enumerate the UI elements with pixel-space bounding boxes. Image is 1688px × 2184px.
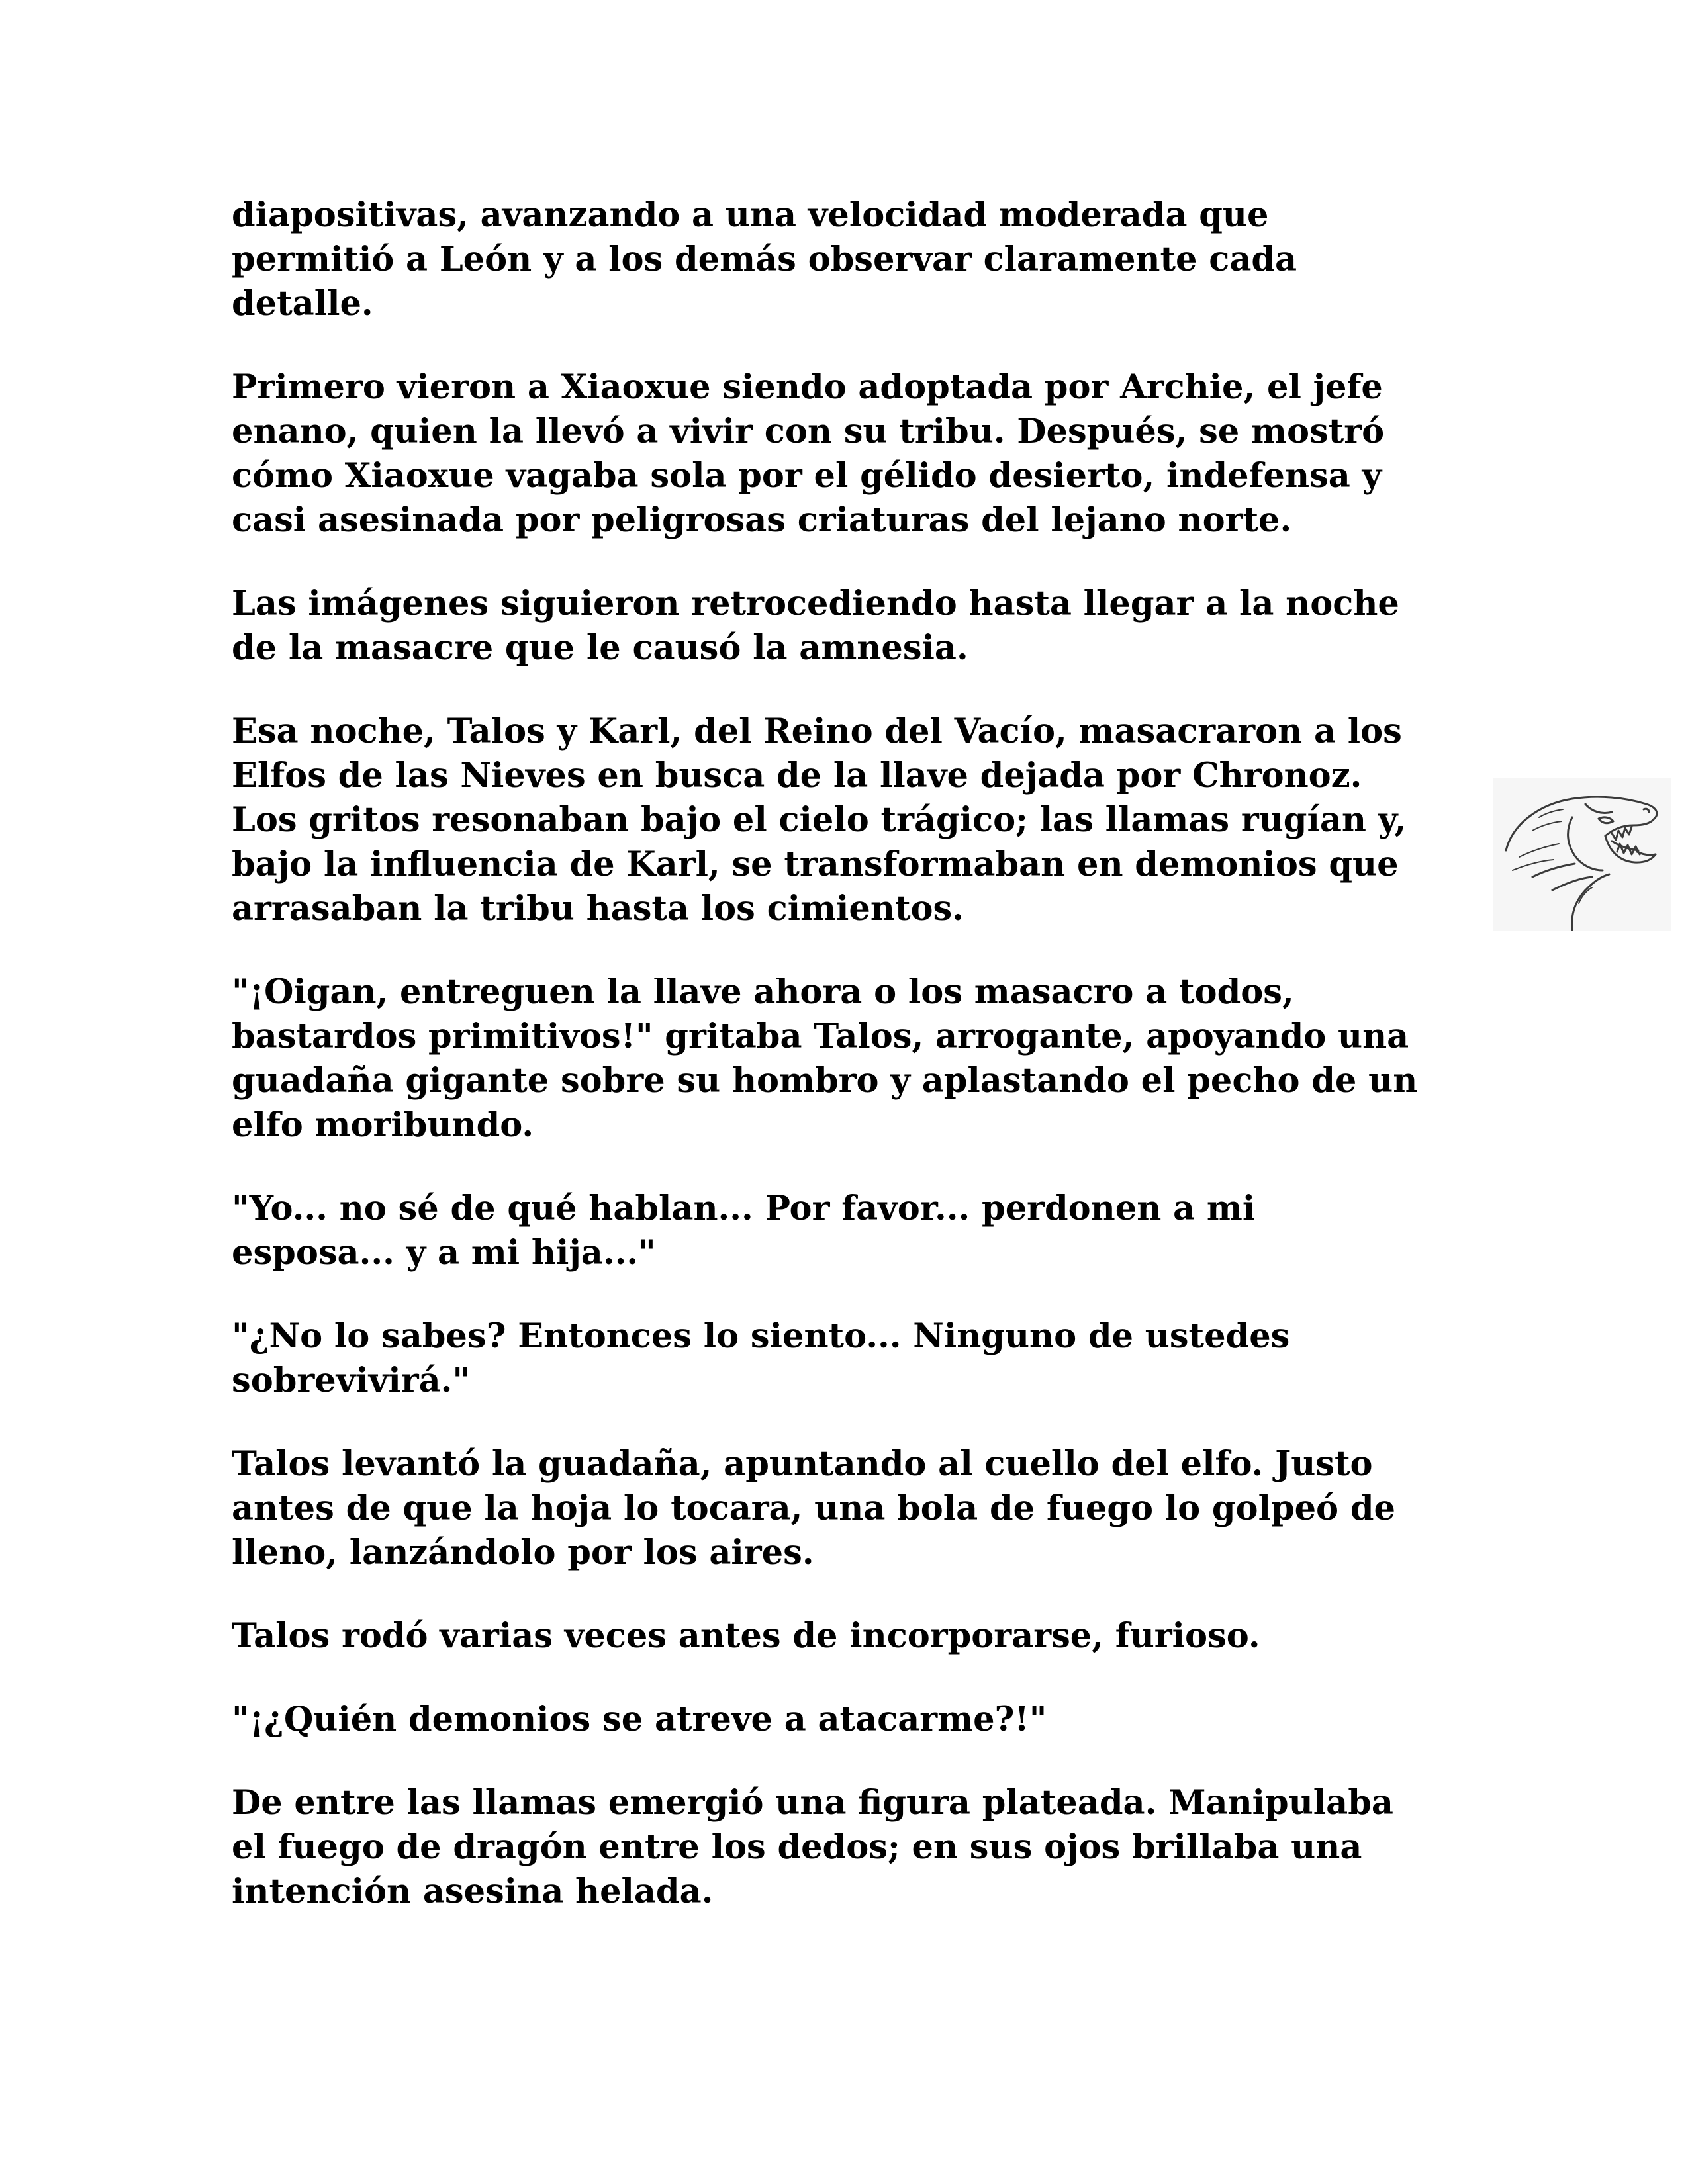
text-line: enano, quien la llevó a vivir con su tribu. Después, se mostró <box>232 412 1385 451</box>
text-line: el fuego de dragón entre los dedos; en sus ojos brillaba una <box>232 1827 1362 1867</box>
paragraph <box>232 1781 1523 1914</box>
text-line: casi asesinada por peligrosas criaturas del lejano norte. <box>232 500 1292 540</box>
text-line: "Yo... no sé de qué hablan... Por favor... perdonen a mi <box>232 1189 1256 1228</box>
paragraph <box>232 582 1523 670</box>
text-line: diapositivas, avanzando a una velocidad moderada que <box>232 195 1269 235</box>
text-line: guadaña gigante sobre su hombro y aplastando el pecho de un <box>232 1061 1418 1101</box>
story-text <box>232 193 1523 1953</box>
text-line: antes de que la hoja lo tocara, una bola de fuego lo golpeó de <box>232 1488 1395 1528</box>
text-line: "¿No lo sabes? Entonces lo siento... Ninguno de ustedes <box>232 1316 1290 1356</box>
text-line: bajo la influencia de Karl, se transformaban en demonios que <box>232 844 1399 884</box>
paragraph <box>232 1614 1523 1659</box>
paragraph <box>232 1187 1523 1275</box>
text-line: De entre las llamas emergió una figura plateada. Manipulaba <box>232 1783 1393 1823</box>
text-line: intención asesina helada. <box>232 1872 714 1911</box>
text-line: sobrevivirá." <box>232 1361 470 1400</box>
text-line: Los gritos resonaban bajo el cielo trágico; las llamas rugían y, <box>232 800 1407 840</box>
paragraph <box>232 1442 1523 1575</box>
text-line: Esa noche, Talos y Karl, del Reino del Vacío, masacraron a los <box>232 711 1402 751</box>
text-line: de la masacre que le causó la amnesia. <box>232 628 968 668</box>
paragraph <box>232 193 1523 326</box>
text-line: lleno, lanzándolo por los aires. <box>232 1533 814 1572</box>
text-line: Talos levantó la guadaña, apuntando al cuello del elfo. Justo <box>232 1444 1373 1484</box>
text-line: bastardos primitivos!" gritaba Talos, arrogante, apoyando una <box>232 1017 1409 1056</box>
text-line: Primero vieron a Xiaoxue siendo adoptada por Archie, el jefe <box>232 367 1383 407</box>
paragraph <box>232 709 1523 931</box>
paragraph <box>232 970 1523 1148</box>
paragraph <box>232 365 1523 543</box>
text-line: esposa... y a mi hija..." <box>232 1233 656 1273</box>
text-line: elfo moribundo. <box>232 1105 534 1145</box>
paragraph <box>232 1314 1523 1403</box>
text-line: "¡Oigan, entreguen la llave ahora o los masacro a todos, <box>232 972 1294 1012</box>
text-line: detalle. <box>232 284 373 324</box>
text-line: permitió a León y a los demás observar claramente cada <box>232 240 1297 279</box>
dinosaur-head-sketch-icon <box>1493 778 1671 931</box>
text-line: "¡¿Quién demonios se atreve a atacarme?!" <box>232 1700 1047 1739</box>
text-line: Elfos de las Nieves en busca de la llave dejada por Chronoz. <box>232 756 1362 796</box>
text-line: Talos rodó varias veces antes de incorporarse, furioso. <box>232 1616 1260 1656</box>
text-line: arrasaban la tribu hasta los cimientos. <box>232 889 964 929</box>
text-line: cómo Xiaoxue vagaba sola por el gélido desierto, indefensa y <box>232 456 1382 496</box>
paragraph <box>232 1698 1523 1742</box>
text-line: Las imágenes siguieron retrocediendo hasta llegar a la noche <box>232 584 1399 623</box>
